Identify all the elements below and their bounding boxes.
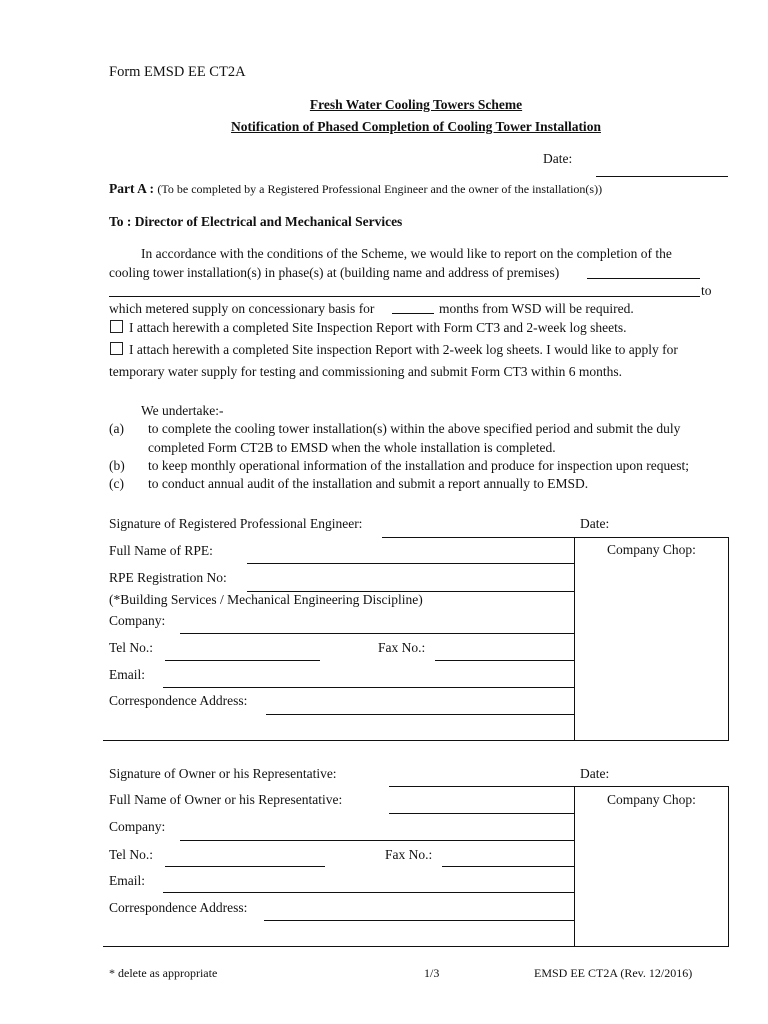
owner-full-name-field[interactable] — [389, 813, 574, 814]
option-2 — [110, 342, 678, 358]
owner-signature-field[interactable] — [389, 786, 575, 787]
form-subtitle: Notification of Phased Completion of Cooling Tower Installation — [231, 119, 601, 134]
undertaking-b-marker: (b) — [109, 458, 125, 473]
owner-chop-box-right — [728, 786, 729, 947]
rpe-fax-field[interactable] — [435, 660, 574, 661]
rpe-signature-field[interactable] — [382, 537, 575, 538]
owner-company-field[interactable] — [180, 840, 574, 841]
rpe-full-name-label: Full Name of RPE: — [109, 543, 213, 558]
undertaking-c-line-1: to conduct annual audit of the installation and submit a report annually to EMSD. — [148, 476, 589, 491]
owner-email-field[interactable] — [163, 892, 574, 893]
rpe-address-label: Correspondence Address: — [109, 693, 248, 708]
owner-fax-label: Fax No.: — [385, 847, 433, 862]
part-a-heading — [109, 181, 602, 197]
owner-company-label: Company: — [109, 819, 166, 834]
undertaking-a-marker: (a) — [109, 421, 124, 436]
rpe-date-label: Date: — [580, 516, 610, 531]
intro-line-3b: months from WSD will be required. — [439, 301, 634, 316]
option-2-label-line-1: I attach herewith a completed Site inspection Report with 2-week log sheets. I would like to apply for — [129, 342, 678, 357]
rpe-full-name-field[interactable] — [247, 563, 574, 564]
option-1-checkbox[interactable] — [110, 320, 123, 333]
owner-chop-box-top — [575, 786, 728, 787]
premises-field-line-2[interactable] — [109, 296, 700, 297]
form-id: Form EMSD EE CT2A — [109, 64, 246, 80]
date-field[interactable] — [596, 176, 728, 177]
owner-date-label: Date: — [580, 766, 610, 781]
rpe-registration-label: RPE Registration No: — [109, 570, 227, 585]
to-line: To : Director of Electrical and Mechanical Services — [109, 214, 403, 229]
option-1-label: I attach herewith a completed Site Inspection Report with Form CT3 and 2-week log sheets. — [129, 320, 627, 335]
undertaking-b-line-1: to keep monthly operational information of the installation and produce for inspection upon request; — [148, 458, 689, 473]
owner-tel-label: Tel No.: — [109, 847, 154, 862]
rpe-company-field[interactable] — [180, 633, 574, 634]
option-2-checkbox[interactable] — [110, 342, 123, 355]
rpe-chop-box-top — [575, 537, 728, 538]
intro-line-3a: which metered supply on concessionary basis for — [109, 301, 375, 316]
rpe-section-bottom-rule — [103, 740, 729, 741]
owner-fax-field[interactable] — [442, 866, 574, 867]
months-field[interactable] — [392, 313, 434, 314]
rpe-company-chop-label: Company Chop: — [607, 542, 696, 557]
undertaking-a-line-1: to complete the cooling tower installation(s) within the above specified period and submit the duly — [148, 421, 681, 436]
rpe-chop-box-right — [728, 537, 729, 741]
owner-address-label: Correspondence Address: — [109, 900, 248, 915]
part-a-note: (To be completed by a Registered Professional Engineer and the owner of the installation(s)) — [157, 182, 603, 196]
owner-address-field[interactable] — [264, 920, 574, 921]
undertaking-c-marker: (c) — [109, 476, 124, 491]
rpe-tel-label: Tel No.: — [109, 640, 154, 655]
owner-section-bottom-rule — [103, 946, 729, 947]
option-2-label-line-2: temporary water supply for testing and commissioning and submit Form CT3 within 6 months. — [109, 364, 622, 379]
intro-line-2: cooling tower installation(s) in phase(s) at (building name and address of premises) — [109, 265, 560, 280]
rpe-fax-label: Fax No.: — [378, 640, 426, 655]
premises-field[interactable] — [587, 278, 700, 279]
owner-signature-label: Signature of Owner or his Representative: — [109, 766, 337, 781]
page-number: 1/3 — [424, 966, 440, 980]
rpe-discipline-note: (*Building Services / Mechanical Engineering Discipline) — [109, 592, 423, 607]
owner-full-name-label: Full Name of Owner or his Representative: — [109, 792, 343, 807]
rpe-signature-label: Signature of Registered Professional Engineer: — [109, 516, 363, 531]
owner-company-chop-label: Company Chop: — [607, 792, 696, 807]
intro-line-1: In accordance with the conditions of the Scheme, we would like to report on the completion of the — [141, 246, 672, 261]
owner-email-label: Email: — [109, 873, 145, 888]
rpe-tel-field[interactable] — [165, 660, 320, 661]
rpe-email-label: Email: — [109, 667, 145, 682]
rpe-email-field[interactable] — [163, 687, 574, 688]
owner-tel-field[interactable] — [165, 866, 325, 867]
option-1 — [110, 320, 627, 336]
rpe-chop-box-left — [574, 537, 575, 741]
date-label: Date: — [543, 151, 573, 166]
form-revision: EMSD EE CT2A (Rev. 12/2016) — [534, 966, 693, 980]
part-a-label: Part A : — [109, 181, 154, 196]
undertaking-a-line-2: completed Form CT2B to EMSD when the whole installation is completed. — [148, 440, 556, 455]
intro-to: to — [701, 283, 712, 298]
form-title: Fresh Water Cooling Towers Scheme — [309, 97, 523, 112]
undertake-label: We undertake:- — [141, 403, 224, 418]
rpe-company-label: Company: — [109, 613, 166, 628]
footer-note: * delete as appropriate — [109, 966, 218, 980]
rpe-address-field[interactable] — [266, 714, 574, 715]
owner-chop-box-left — [574, 786, 575, 947]
